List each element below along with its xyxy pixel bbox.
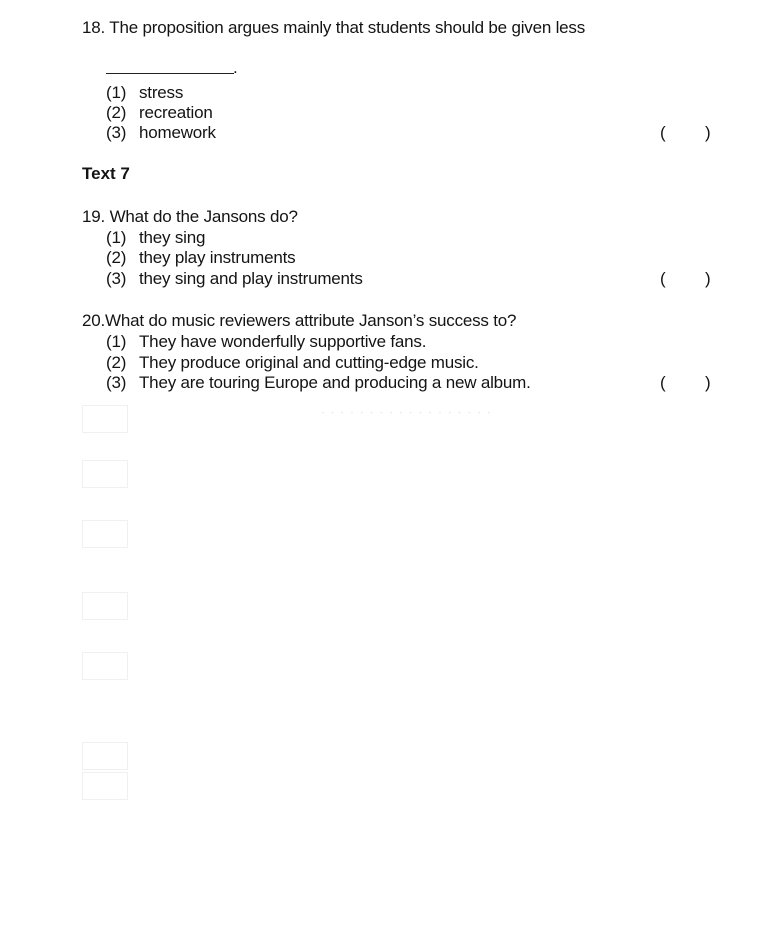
answer-bracket-close: ): [705, 373, 711, 392]
option-19-1[interactable]: [106, 228, 205, 248]
option-number: (3): [106, 373, 127, 392]
bleed-through-box: [82, 652, 128, 680]
bleed-through-text: · · · · · · · · · · · · · · · · · ·: [320, 404, 492, 421]
answer-bracket-close: ): [705, 123, 711, 142]
option-text: They have wonderfully supportive fans.: [139, 332, 427, 351]
option-number: (1): [106, 228, 127, 247]
option-text: recreation: [139, 103, 213, 122]
option-number: (2): [106, 248, 127, 267]
option-18-3[interactable]: [106, 123, 216, 143]
option-number: (2): [106, 103, 127, 122]
option-number: (3): [106, 269, 127, 288]
option-number: (3): [106, 123, 127, 142]
question-number: 20.: [82, 311, 106, 330]
option-number: (2): [106, 353, 127, 372]
bleed-through-box: [82, 592, 128, 620]
option-text: stress: [139, 83, 184, 102]
option-text: homework: [139, 123, 216, 142]
question-text: What do music reviewers attribute Janson’s success to?: [105, 311, 517, 330]
question-18-stem: [82, 18, 585, 38]
option-18-2[interactable]: [106, 103, 213, 123]
section-title: Text 7: [82, 164, 130, 183]
option-text: they play instruments: [139, 248, 296, 267]
answer-bracket-close: ): [705, 269, 711, 288]
option-18-1[interactable]: [106, 83, 183, 103]
option-19-3[interactable]: [106, 269, 363, 289]
answer-bracket-open: (: [660, 269, 666, 288]
bleed-through-box: [82, 742, 128, 770]
option-20-3[interactable]: [106, 373, 531, 393]
answer-bracket-open: (: [660, 123, 666, 142]
bleed-through-box: [82, 405, 128, 433]
blank-period: .: [233, 58, 238, 77]
option-text: They are touring Europe and producing a new album.: [139, 373, 531, 392]
answer-blank-line[interactable]: [106, 73, 234, 74]
option-20-1[interactable]: [106, 332, 426, 352]
question-number: 18.: [82, 18, 106, 37]
answer-bracket-open: (: [660, 373, 666, 392]
bleed-through-box: [82, 460, 128, 488]
option-text: They produce original and cutting-edge music.: [139, 353, 479, 372]
question-19-stem: [82, 207, 298, 227]
question-number: 19.: [82, 207, 106, 226]
question-text: The proposition argues mainly that students should be given less: [109, 18, 586, 37]
option-number: (1): [106, 332, 127, 351]
bleed-through-box: [82, 520, 128, 548]
bleed-through-box: [82, 772, 128, 800]
option-number: (1): [106, 83, 127, 102]
option-20-2[interactable]: [106, 353, 479, 373]
question-text: What do the Jansons do?: [109, 207, 298, 226]
question-20-stem: [82, 311, 516, 331]
option-19-2[interactable]: [106, 248, 295, 268]
option-text: they sing: [139, 228, 206, 247]
option-text: they sing and play instruments: [139, 269, 363, 288]
